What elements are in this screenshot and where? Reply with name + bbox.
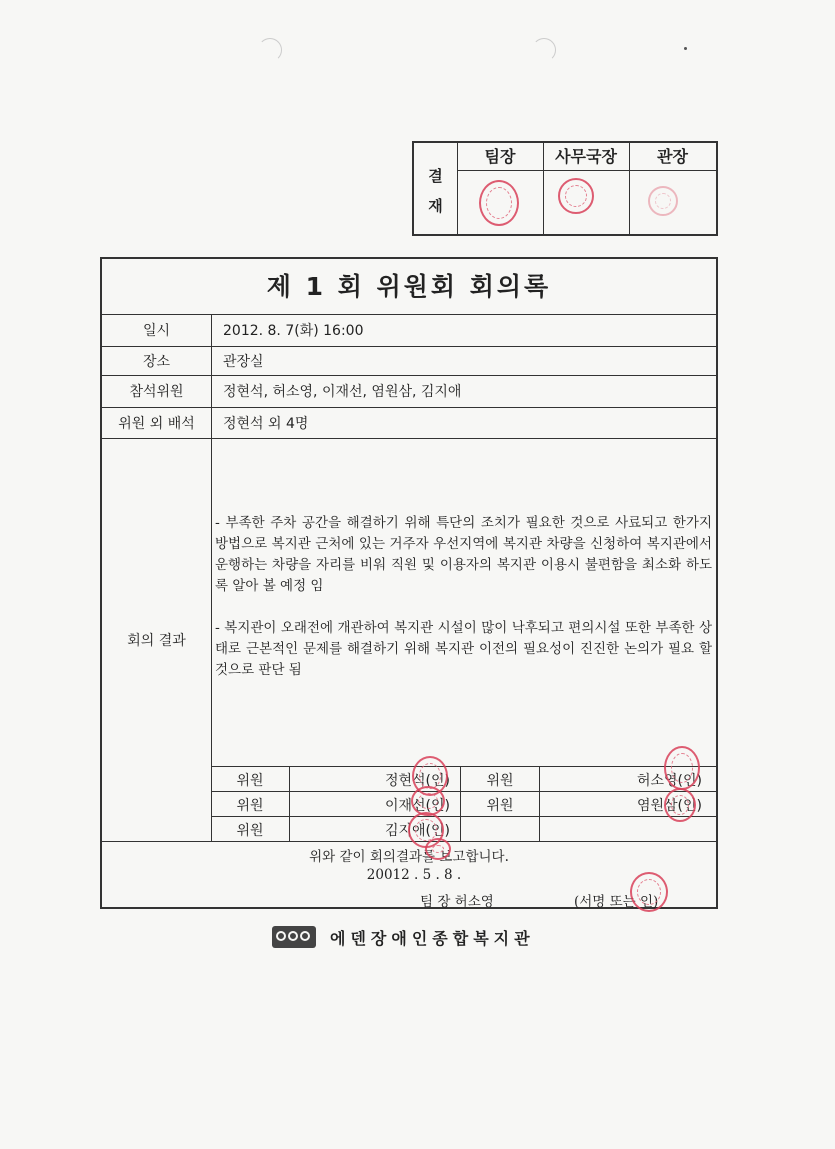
result-item-2: - 복지관이 오래전에 개관하여 복지관 시설이 많이 낙후되고 편의시설 또한 부족한 상태로 근본적인 문제를 해결하기 위해 복지관 이전의 필요성이 진진한 논의가 필요 할 것으로 판단 됨 bbox=[215, 620, 712, 678]
sig-name: 염원삼(인) bbox=[636, 797, 702, 814]
meeting-minutes-form bbox=[100, 257, 718, 909]
sig-name: 이재선(인) bbox=[289, 792, 461, 817]
punch-hole-right bbox=[532, 38, 556, 62]
form-title: 제 1 회 위원회 회의록 bbox=[102, 259, 716, 315]
sig-name: 정현석(인) bbox=[289, 767, 461, 792]
sig-role: 위원 bbox=[211, 792, 290, 817]
paper-speck bbox=[684, 47, 687, 50]
sig-name: 김지애(인) bbox=[289, 817, 461, 842]
approval-side-char-1: 결 bbox=[428, 167, 443, 185]
approval-header-secretary: 사무국장 bbox=[543, 143, 629, 171]
row-location bbox=[102, 346, 716, 376]
label-attendees: 참석위원 bbox=[102, 375, 212, 407]
label-datetime: 일시 bbox=[102, 314, 212, 346]
results-text bbox=[215, 513, 712, 702]
punch-hole-left bbox=[258, 38, 282, 62]
row-datetime bbox=[102, 314, 716, 347]
row-observers bbox=[102, 407, 716, 439]
sign-note: (서명 또는 인) bbox=[574, 894, 659, 910]
seal-stamp-center bbox=[425, 838, 451, 860]
sig-name: 허소영(인) bbox=[636, 772, 702, 789]
approval-side-char-2: 재 bbox=[428, 197, 443, 215]
sig-role: 위원 bbox=[461, 767, 540, 792]
row-attendees bbox=[102, 375, 716, 408]
value-datetime: 2012. 8. 7(화) 16:00 bbox=[223, 323, 364, 339]
sig-role bbox=[461, 817, 540, 842]
seal-stamp-member-2 bbox=[664, 746, 700, 790]
seal-stamp-signer bbox=[630, 872, 668, 912]
signature-row-1 bbox=[211, 766, 718, 792]
label-observers: 위원 외 배석 bbox=[102, 407, 212, 438]
organization-name: 에덴장애인종합복지관 bbox=[330, 928, 535, 948]
result-item-1: - 부족한 주차 공간을 해결하기 위해 특단의 조치가 필요한 것으로 사료되고 한가지 방법으로 복지관 근처에 있는 거주자 우선지역에 복지관 차량을 신청하여 복지관에서 운행하는 차량을 자리를 비워 직원 및 이용자의 복지관 이용시 불편함을 최소화 하도록 알아 볼 예정 임 bbox=[215, 515, 712, 594]
approval-header-director: 관장 bbox=[629, 143, 716, 171]
seal-stamp-member-4 bbox=[664, 788, 696, 822]
approval-side-label bbox=[414, 143, 458, 234]
organization-footer bbox=[272, 923, 535, 951]
report-date: 20012 . 5 . 8 . bbox=[366, 867, 462, 883]
report-statement: 위와 같이 회의결과를 보고합니다. bbox=[309, 849, 509, 865]
value-attendees: 정현석, 허소영, 이재선, 염원삼, 김지애 bbox=[223, 384, 462, 400]
signature-row-2 bbox=[211, 791, 718, 817]
seal-stamp-secretary bbox=[558, 178, 594, 214]
sig-name bbox=[539, 817, 718, 842]
seal-stamp-director bbox=[648, 186, 678, 216]
label-location: 장소 bbox=[102, 346, 212, 375]
label-results: 회의 결과 bbox=[102, 438, 212, 841]
report-signer: 팀 장 허소영 bbox=[420, 894, 494, 910]
seal-stamp-team-leader bbox=[479, 180, 519, 226]
sig-role: 위원 bbox=[211, 817, 290, 842]
sig-role: 위원 bbox=[461, 792, 540, 817]
signature-row-3 bbox=[211, 816, 718, 842]
value-location: 관장실 bbox=[223, 353, 264, 370]
organization-logo-icon bbox=[272, 926, 316, 948]
approval-header-team-leader: 팀장 bbox=[457, 143, 543, 171]
sig-role: 위원 bbox=[211, 767, 290, 792]
value-observers: 정현석 외 4명 bbox=[223, 415, 309, 432]
